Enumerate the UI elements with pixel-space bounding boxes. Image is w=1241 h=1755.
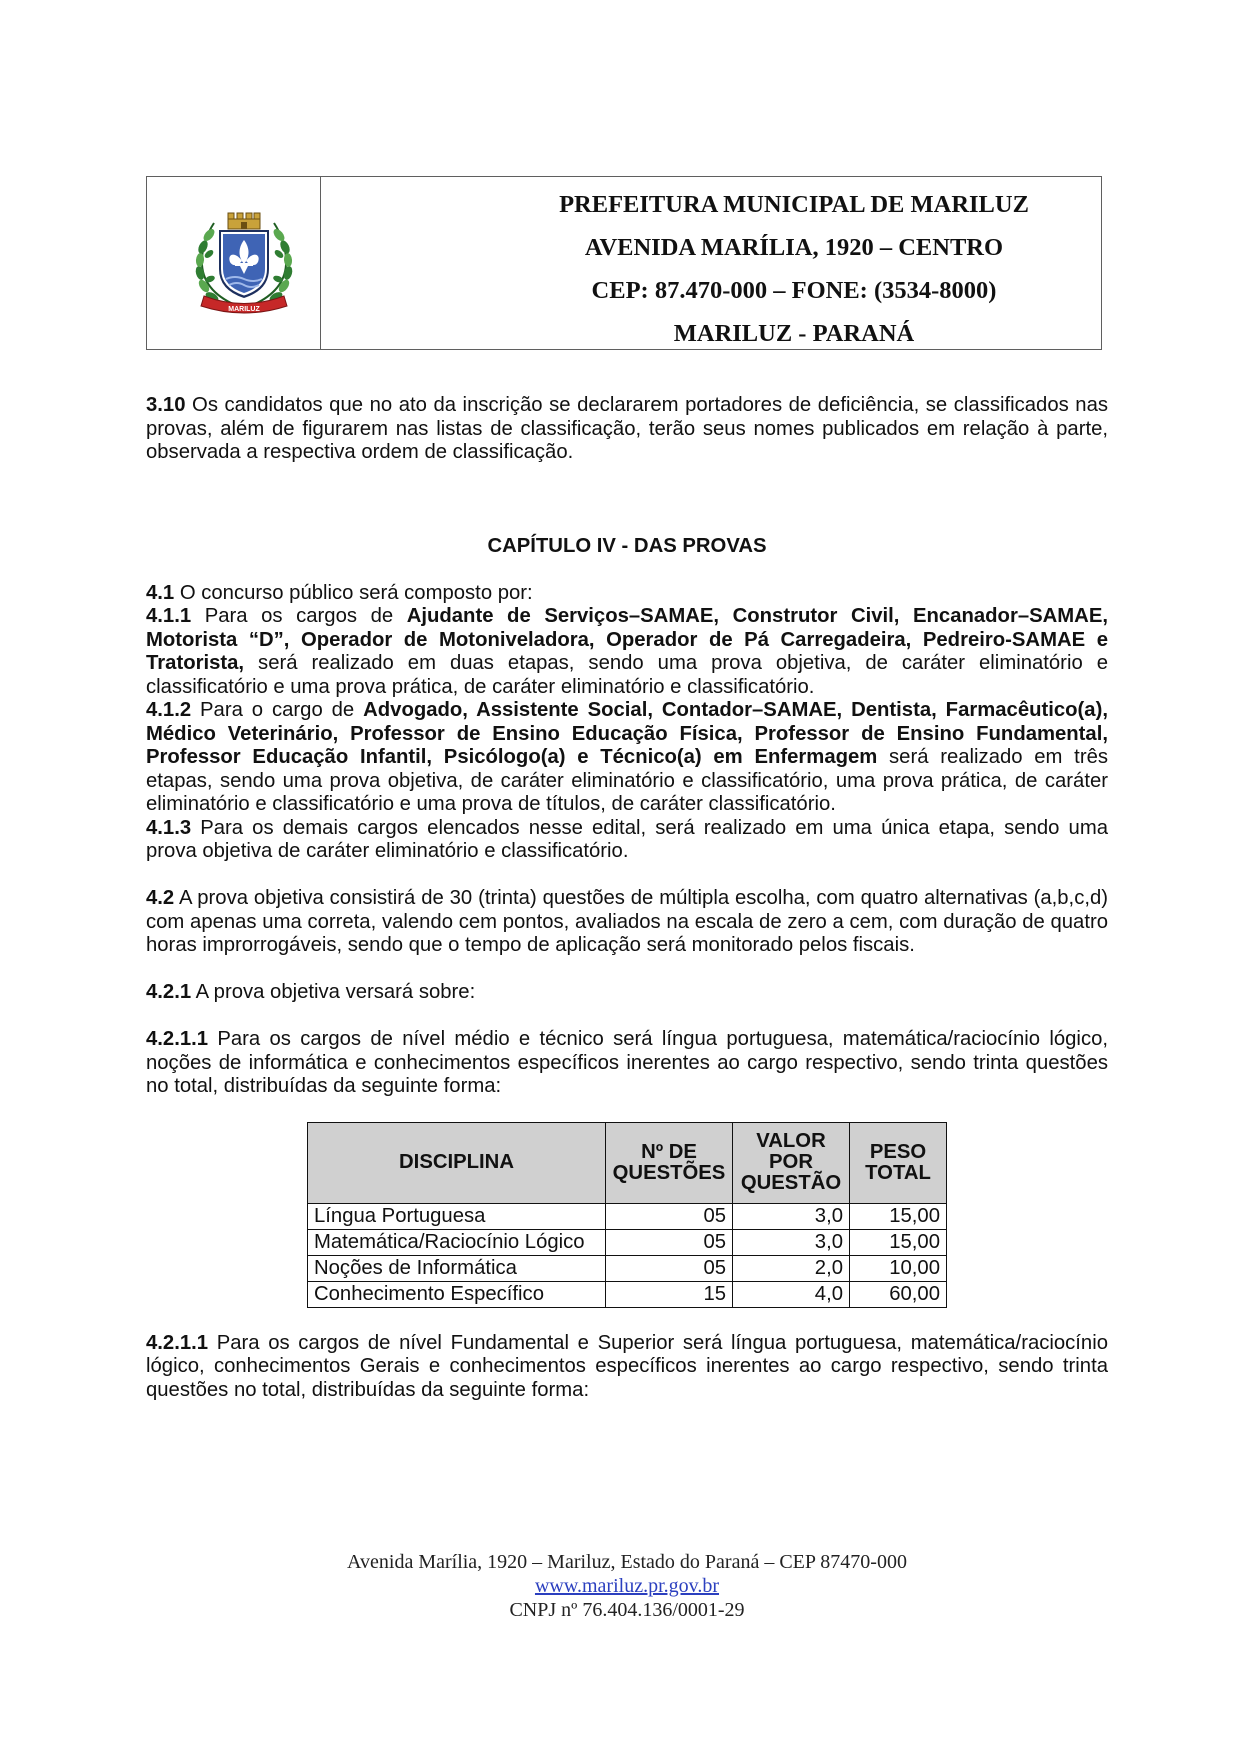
text-segment: Para os demais cargos elencados nesse edital, será realizado em uma única etapa, sendo uma prova objetiva de caráter eliminatório e classificatório. <box>146 816 1108 862</box>
total-weight-cell: 15,00 <box>850 1203 947 1229</box>
letterhead-text <box>321 177 1101 349</box>
section-number: 4.2.1.1 <box>146 1331 209 1354</box>
bold-text: Advogado, Assistente Social, Contador–SAMAE, Dentista, Farmacêutico(a), Médico Veterinário, Professor de Ensino Educação Física, Professor de Ensino Fundamental, Professor Educação Infantil, Psicólogo(a) e Técnico(a) em Enfermagem <box>146 699 1108 768</box>
discipline-cell: Noções de Informática <box>308 1255 606 1281</box>
paragraph-4-1-2 <box>146 699 1108 817</box>
paragraph-4-1 <box>146 582 1108 606</box>
paragraph-4-1-3 <box>146 817 1108 864</box>
text-segment: A prova objetiva consistirá de 30 (trinta) questões de múltipla escolha, com quatro alternativas (a,b,c,d) com apenas uma correta, valendo cem pontos, avaliados na escala de zero a cem, com duração de quatro horas improrrogáveis, sendo que o tempo de aplicação será monitorado pelos fiscais. <box>146 887 1108 956</box>
total-weight-cell: 15,00 <box>850 1229 947 1255</box>
paragraph-4-2-1-1-b <box>146 1332 1108 1403</box>
discipline-cell: Conhecimento Específico <box>308 1281 606 1307</box>
letterhead <box>146 176 1102 350</box>
table-row <box>308 1229 947 1255</box>
bold-text: Ajudante de Serviços–SAMAE, Construtor Civil, Encanador–SAMAE, Motorista “D”, Operador de Motoniveladora, Operador de Pá Carregadeira, Pedreiro-SAMAE e Tratorista, <box>146 605 1108 674</box>
paragraph-4-2 <box>146 887 1108 958</box>
coat-of-arms-icon <box>190 207 298 317</box>
total-weight-cell: 10,00 <box>850 1255 947 1281</box>
paragraph-4-1-1 <box>146 605 1108 699</box>
value-per-question-cell: 2,0 <box>733 1255 850 1281</box>
logo-cell <box>147 177 321 349</box>
text-segment: Os candidatos que no ato da inscrição se declararem portadores de deficiência, se classificados nas provas, além de figurarem nas listas de classificação, terão seus nomes publicados em relação à parte, observada a respectiva ordem de classificação. <box>146 394 1108 463</box>
table-row <box>308 1255 947 1281</box>
text-segment: Para os cargos de nível médio e técnico será língua portuguesa, matemática/raciocínio lógico, noções de informática e conhecimentos específicos inerentes ao cargo respectivo, sendo trinta questões no total, distribuídas da seguinte forma: <box>146 1028 1108 1097</box>
text-segment: será realizado em duas etapas, sendo uma prova objetiva, de caráter eliminatório e classificatório e uma prova prática, de caráter eliminatório e classificatório. <box>146 652 1108 698</box>
total-weight-cell: 60,00 <box>850 1281 947 1307</box>
text-segment: O concurso público será composto por: <box>174 581 533 604</box>
chapter-title: CAPÍTULO IV - DAS PROVAS <box>487 534 767 557</box>
text-segment: Para o cargo de <box>191 699 364 721</box>
text-segment: Para os cargos de nível Fundamental e Superior será língua portuguesa, matemática/raciocínio lógico, conhecimentos Gerais e conhecimentos específicos inerentes ao cargo respectivo, sendo trinta questões no total, distribuídas da seguinte forma: <box>146 1331 1108 1401</box>
footer-cnpj: CNPJ nº 76.404.136/0001-29 <box>509 1599 745 1621</box>
discipline-cell: Língua Portuguesa <box>308 1203 606 1229</box>
section-number: 4.1.3 <box>146 816 192 839</box>
document-body <box>146 394 1108 1402</box>
value-per-question-cell: 4,0 <box>733 1281 850 1307</box>
paragraph-4-2-1 <box>146 981 1108 1005</box>
column-header-question-count: Nº DE QUESTÕES <box>606 1122 733 1203</box>
page-footer <box>146 1550 1108 1622</box>
municipality-name: PREFEITURA MUNICIPAL DE MARILUZ <box>559 191 1029 218</box>
section-number: 4.2.1 <box>146 981 192 1003</box>
table-row <box>308 1203 947 1229</box>
column-header-total-weight: PESO TOTAL <box>850 1122 947 1203</box>
website-link[interactable]: www.mariluz.pr.gov.br <box>534 1575 720 1597</box>
paragraph-3-10 <box>146 394 1108 465</box>
exam-distribution-table <box>307 1122 947 1308</box>
question-count-cell: 05 <box>606 1203 733 1229</box>
text-segment: Para os cargos de <box>191 605 407 627</box>
section-number: 3.10 <box>146 394 186 416</box>
question-count-cell: 05 <box>606 1255 733 1281</box>
crown <box>228 213 260 229</box>
column-header-value-per-question: VALOR POR QUESTÃO <box>733 1122 850 1203</box>
section-4-1 <box>146 582 1108 864</box>
section-number: 4.2.1.1 <box>146 1028 209 1050</box>
section-number: 4.2 <box>146 887 175 909</box>
column-header-discipline: DISCIPLINA <box>308 1122 606 1203</box>
question-count-cell: 15 <box>606 1281 733 1307</box>
section-number: 4.1 <box>146 581 175 604</box>
footer-address: Avenida Marília, 1920 – Mariluz, Estado do Paraná – CEP 87470-000 <box>347 1551 907 1573</box>
value-per-question-cell: 3,0 <box>733 1229 850 1255</box>
section-number: 4.1.2 <box>146 699 192 721</box>
discipline-cell: Matemática/Raciocínio Lógico <box>308 1229 606 1255</box>
table-header-row <box>308 1122 947 1203</box>
postal-and-phone: CEP: 87.470-000 – FONE: (3534-8000) <box>591 277 997 304</box>
ribbon-text: MARILUZ <box>228 306 260 313</box>
question-count-cell: 05 <box>606 1229 733 1255</box>
section-number: 4.1.1 <box>146 605 192 627</box>
city-state: MARILUZ - PARANÁ <box>673 320 915 347</box>
text-segment: será realizado em três etapas, sendo uma prova objetiva, de caráter eliminatório e classificatório, uma prova prática, de caráter eliminatório e classificatório e uma prova de títulos, de caráter classificatório. <box>146 746 1108 815</box>
text-segment: A prova objetiva versará sobre: <box>191 981 476 1003</box>
table-row <box>308 1281 947 1307</box>
value-per-question-cell: 3,0 <box>733 1203 850 1229</box>
street-address: AVENIDA MARÍLIA, 1920 – CENTRO <box>584 234 1004 261</box>
paragraph-4-2-1-1-a <box>146 1028 1108 1099</box>
